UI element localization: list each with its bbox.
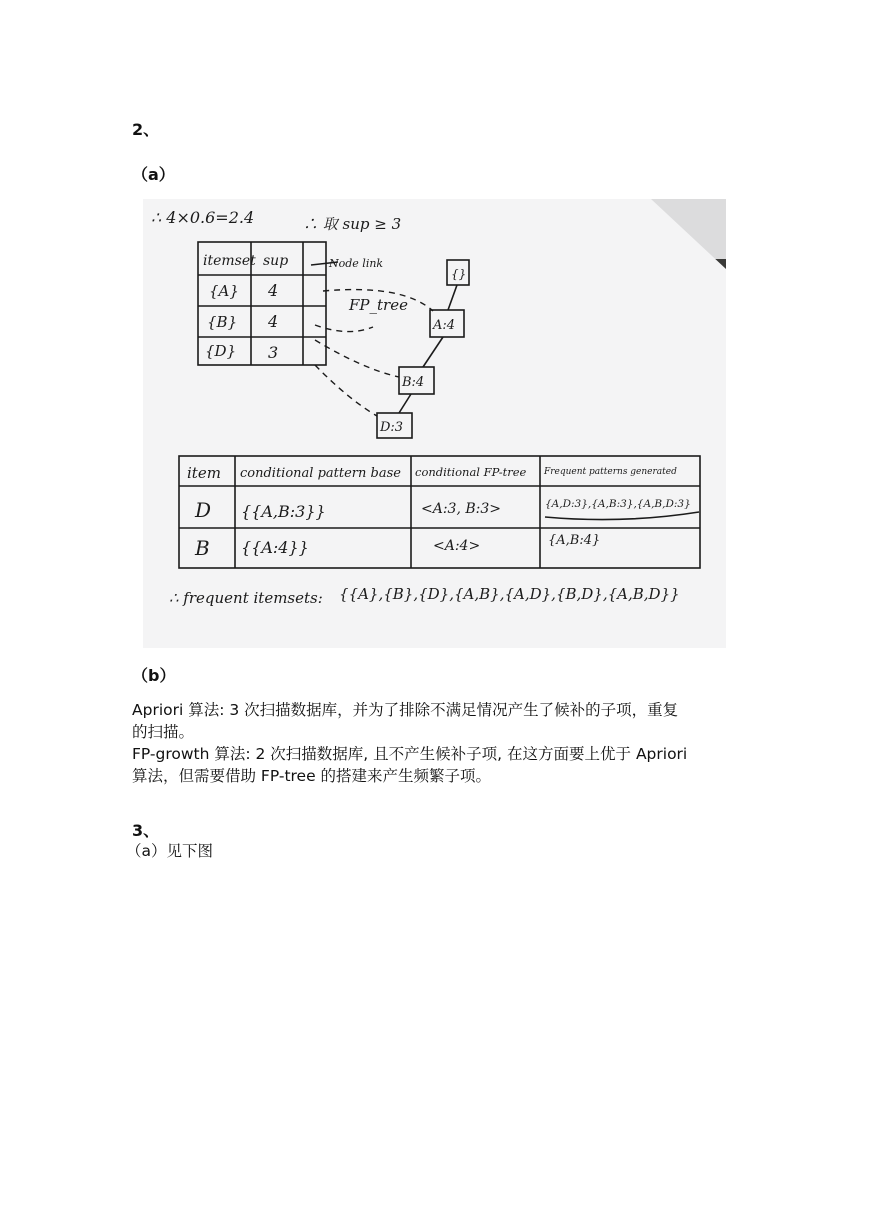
node-d-label: D:3 (380, 420, 404, 435)
node-a-label: A:4 (433, 318, 456, 333)
header-row-sup: 4 (268, 281, 279, 300)
cond-cell-fp-tree: <A:3, B:3> (421, 501, 502, 517)
fp-growth-line-2: 算法，但需要借助 FP-tree 的搭建来产生频繁子项。 (132, 767, 492, 785)
cond-header-fp-tree: conditional FP-tree (415, 465, 527, 479)
node-root-label: {} (451, 267, 467, 281)
header-col-itemset: itemset (203, 253, 256, 269)
handwritten-solution-photo (143, 199, 726, 648)
cond-cell-frequent-patterns: {A,B:4} (548, 533, 601, 548)
cond-cell-fp-tree: <A:4> (433, 538, 481, 554)
min-sup-take: ∴ 取 sup ≥ 3 (303, 215, 402, 233)
cond-cell-pattern-base: {{A,B:3}} (241, 502, 326, 521)
photo-drawing (143, 199, 726, 648)
section-2-heading: 2、 (132, 120, 160, 139)
fp-growth-line-1: FP-growth 算法: 2 次扫描数据库, 且不产生候补子项, 在这方面要上优于 Apriori (132, 745, 688, 763)
part-a-label: （a） (132, 165, 175, 184)
frequent-itemsets-value: {{A},{B},{D},{A,B},{A,D},{B,D},{A,B,D}} (339, 585, 680, 603)
fp-tree-label: FP_tree (349, 296, 408, 314)
part-b-label: （b） (132, 666, 176, 685)
cond-cell-item: D (195, 498, 212, 522)
header-row-sup: 4 (268, 312, 279, 331)
header-col-sup: sup (263, 253, 289, 269)
apriori-line-2: 的扫描。 (132, 723, 195, 741)
cond-header-pattern-base: conditional pattern base (240, 466, 401, 481)
apriori-line-1: Apriori 算法: 3 次扫描数据库，并为了排除不满足情况产生了候补的子项，重复 (132, 701, 679, 719)
apriori-paragraph (132, 699, 752, 787)
section-3-part-a: （a）见下图 (126, 842, 213, 860)
cond-cell-item: B (195, 536, 210, 560)
cond-header-frequent-patterns: Frequent patterns generated (544, 467, 677, 477)
min-sup-calc: ∴ 4×0.6=2.4 (151, 208, 255, 227)
cond-cell-pattern-base: {{A:4}} (241, 538, 309, 557)
header-row-itemset: {B} (207, 313, 238, 331)
section-3-heading: 3、 (132, 821, 160, 840)
node-b-label: B:4 (402, 375, 425, 390)
header-row-sup: 3 (268, 343, 279, 362)
frequent-itemsets-label: ∴ frequent itemsets: (169, 589, 323, 607)
cond-header-item: item (187, 464, 221, 482)
header-row-itemset: {D} (205, 342, 237, 360)
header-row-itemset: {A} (209, 282, 239, 300)
cond-cell-frequent-patterns: {A,D:3},{A,B:3},{A,B,D:3} (545, 498, 691, 510)
node-link-label: Node link (329, 257, 384, 270)
